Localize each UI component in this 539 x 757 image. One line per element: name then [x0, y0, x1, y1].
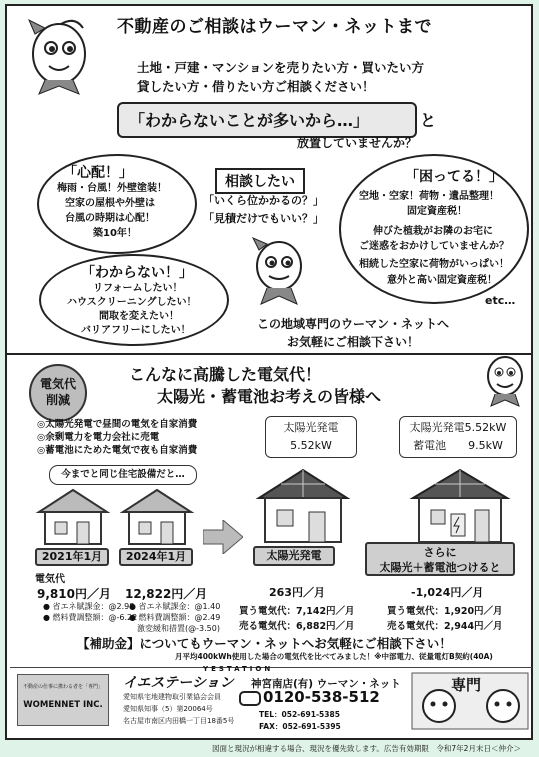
- license-number: 愛知県知事（5）第20064号: [123, 705, 213, 713]
- specialist-badge: 専門: [451, 676, 482, 694]
- trouble-line-1: 空地・空家！荷物・遺品整理！: [359, 191, 499, 202]
- spec2-line-2: 蓄電池 9.5kW: [413, 439, 503, 452]
- arrow-right-icon: [203, 520, 243, 554]
- fish-mascot-icon: [21, 14, 97, 96]
- bill-solar-sell: 売る電気代：6,882円／月: [239, 621, 355, 632]
- worry-heading: 「心配！」: [63, 165, 133, 181]
- freedial-icon: [239, 691, 261, 706]
- bill-2024-sub-2: ● 燃料費調整額：@2.49: [129, 613, 221, 622]
- fax-number: FAX：052-691-5395: [259, 722, 341, 731]
- trouble-line-4: ご迷惑をおかけしていませんか？: [359, 241, 509, 252]
- local-line-2: お気軽にご相談下さい！: [287, 335, 420, 349]
- unknown-line-2: ハウスクリーニングしたい！: [67, 297, 197, 308]
- worry-line-1: 梅雨・台風！外壁塗装！: [57, 183, 167, 194]
- trouble-heading: 「困ってる！」: [405, 169, 503, 185]
- big-question-box: 「わからないことが多いから…」: [117, 102, 417, 138]
- stamp-line-2: 削減: [45, 393, 70, 407]
- lead-line-2: 貸したい方・借りたい方ご相談ください！: [137, 79, 375, 94]
- consult-heading: 相談したい: [215, 168, 305, 194]
- unknown-line-3: 間取を変えたい！: [99, 311, 179, 322]
- consult-line-1: 「いくら位かかるの？」: [203, 194, 324, 207]
- bill-battery-buy: 買う電気代：1,920円／月: [387, 606, 503, 617]
- unknown-line-1: リフォームしたい！: [93, 283, 183, 294]
- battery-label-line-2: 太陽光＋蓄電池つけると: [379, 561, 501, 574]
- worry-line-4: 築10年！: [93, 228, 137, 239]
- bill-battery-sell: 売る電気代：2,944円／月: [387, 621, 503, 632]
- usage-note: 月平均400kWh使用した場合の電気代を比べてみました！※中部電力、従量電灯B契約(40A): [175, 652, 493, 661]
- lead-line-1: 土地・戸建・マンションを売りたい方・買いたい方: [137, 60, 424, 75]
- battery-label-line-1: さらに: [423, 546, 457, 559]
- subsidy-text: 【補助金】についてもウーマン・ネットへお気軽にご相談下さい！: [77, 636, 452, 651]
- tel-number: TEL：052-691-5385: [259, 710, 340, 719]
- house-2021-icon: [33, 486, 113, 546]
- big-question-to: と: [420, 111, 437, 130]
- spec1-line-2: 5.52kW: [290, 439, 332, 452]
- bill-2024-sub-1: ● 省エネ賦課金：@1.40: [129, 602, 221, 611]
- womennet-logo: [17, 674, 109, 726]
- worry-line-2: 空家の屋根や外壁は: [65, 198, 155, 209]
- year-2021-label: 2021年1月: [35, 548, 109, 566]
- phone-number[interactable]: 0120-538-512: [263, 688, 380, 706]
- womennet-tagline: 不動産の仕事に携わる者を「専門」: [22, 684, 103, 690]
- bill-2021-sub-1: ● 省エネ賦課金：@2.98: [43, 602, 135, 611]
- spec-box-battery: [399, 416, 517, 458]
- trouble-line-3: 伸びた植栽がお隣のお宅に: [373, 226, 493, 237]
- consult-line-2: 「見積だけでもいい？」: [203, 212, 324, 225]
- house-solar-battery-icon: [405, 462, 515, 546]
- etc-text: etc…: [485, 294, 516, 307]
- house-solar-icon: [251, 462, 355, 546]
- year-2024-label: 2024年1月: [119, 548, 193, 566]
- bullet-1: ◎太陽光発電で昼間の電気を自家消費: [37, 419, 198, 430]
- brand-top: YESTATION: [203, 665, 274, 673]
- trouble-line-5: 相続した空家に荷物がいっぱい！: [359, 259, 509, 270]
- solar-headline-2: 太陽光・蓄電池お考えの皆様へ: [157, 387, 382, 406]
- disclaimer: 図面と現況が相違する場合、現況を優先致します。広告有効期限 令和7年2月末日＜仲介＞: [212, 744, 521, 753]
- bullet-3: ◎蓄電池にためた電気で夜も自家消費: [37, 445, 198, 456]
- stamp-line-1: 電気代: [39, 377, 76, 391]
- solar-label: 太陽光発電: [253, 546, 335, 566]
- bill-solar: 263円／月: [269, 586, 325, 599]
- address: 名古屋市南区内田橋一丁目18番5号: [123, 717, 235, 725]
- section-divider: [7, 353, 531, 355]
- spec-box-solar: [265, 416, 357, 458]
- brand-name: イエステーション: [123, 675, 234, 691]
- same-equipment-label: 今までと同じ住宅設備だと…: [49, 465, 197, 485]
- local-line-1: この地域専門のウーマン・ネットへ: [257, 317, 450, 331]
- flyer: [5, 4, 533, 740]
- womennet-name: WOMENNET INC.: [23, 700, 103, 710]
- spec1-line-1: 太陽光発電: [283, 421, 339, 434]
- saving-stamp: [29, 364, 87, 422]
- bill-label: 電気代: [35, 574, 65, 585]
- house-2024-icon: [117, 486, 197, 546]
- trouble-line-6: 意外と高い固定資産税！: [387, 275, 497, 286]
- bill-solar-buy: 買う電気代：7,142円／月: [239, 606, 355, 617]
- bill-2021: 9,810円／月: [37, 587, 111, 601]
- bullet-2: ◎余剰電力を電力会社に売電: [37, 432, 160, 443]
- association: 愛知県宅地建物取引業協会会員: [123, 693, 221, 701]
- brand-shop: 神宮南店(有) ウーマン・ネット: [251, 678, 401, 690]
- worry-line-3: 台風の時期は心配！: [65, 213, 155, 224]
- page-title: 不動産のご相談はウーマン・ネットまで: [117, 17, 432, 37]
- fish-mascot-right-icon: [481, 350, 529, 410]
- neglect-text: 放置していませんか？: [297, 136, 418, 150]
- bill-2024-sub-3: 激変緩和措置(@-3.50): [129, 624, 220, 633]
- unknown-heading: 「わからない！」: [81, 265, 193, 281]
- unknown-line-4: バリアフリーにしたい！: [81, 325, 191, 336]
- bill-2024: 12,822円／月: [125, 587, 208, 601]
- bill-battery: -1,024円／月: [411, 586, 484, 599]
- trouble-line-2: 固定資産税！: [407, 206, 467, 217]
- solar-bullets: [37, 418, 197, 457]
- fish-mascot-center-icon: [247, 232, 311, 308]
- solar-headline-1: こんなに高騰した電気代！: [129, 365, 322, 384]
- spec2-line-1: 太陽光発電5.52kW: [409, 421, 507, 434]
- bill-2021-sub-2: ● 燃料費調整額：@-6.22: [43, 613, 138, 622]
- battery-label: [365, 542, 515, 576]
